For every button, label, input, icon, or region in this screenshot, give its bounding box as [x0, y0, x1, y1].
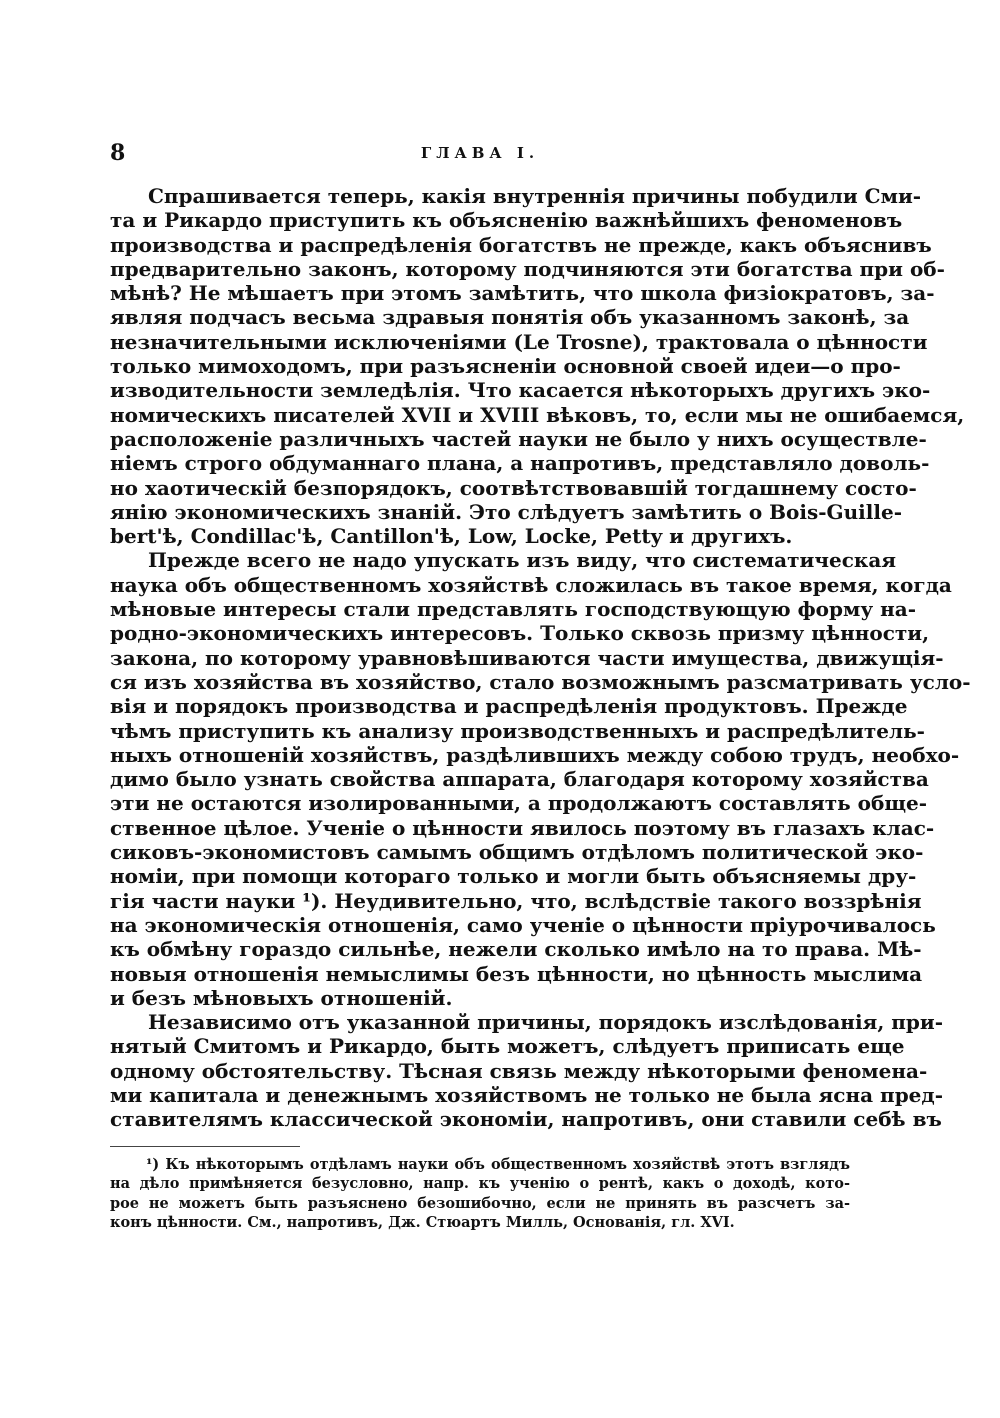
text-line: только мимоходомъ, при разъясненіи основной своей идеи—о про-	[110, 354, 901, 379]
text-line: мѣнѣ? Не мѣшаетъ при этомъ замѣтить, что школа физіократовъ, за-	[110, 281, 935, 306]
footnote-line: на дѣло примѣняется безусловно, напр. къ ученію о рентѣ, какъ о доходѣ, кото-	[110, 1175, 850, 1193]
text-line: незначительными исключеніями (Le Trosne), трактовала о цѣнности	[110, 329, 928, 354]
text-line: вія и порядокъ производства и распредѣленія продуктовъ. Прежде	[110, 694, 908, 719]
footnote-line: рое не можетъ быть разъяснено безошибочно, если не принять въ разсчетъ за-	[110, 1194, 850, 1212]
text-line: bert'ѣ, Condillac'ѣ, Cantillon'ѣ, Low, Locke, Petty и другихъ.	[110, 524, 793, 549]
text-line: номіи, при помощи котораго только и могли быть объясняемы дру-	[110, 864, 917, 889]
text-line: янію экономическихъ знаній. Это слѣдуетъ замѣтить о Bois-Guille-	[110, 499, 902, 524]
chapter-title: ГЛАВА I.	[420, 144, 540, 162]
text-line: ми капитала и денежнымъ хозяйствомъ не только не была ясна пред-	[110, 1082, 944, 1107]
text-line: эти не остаются изолированными, а продолжаютъ составлять обще-	[110, 791, 928, 816]
text-line: та и Рикардо приступить къ объясненію важнѣйшихъ феноменовъ	[110, 208, 903, 233]
text-line: номическихъ писателей XVII и XVIII вѣковъ, то, если мы не ошибаемся,	[110, 402, 965, 427]
text-line: Независимо отъ указанной причины, порядокъ изслѣдованія, при-	[148, 1010, 943, 1035]
footnote-divider	[110, 1146, 300, 1147]
text-line: на экономическія отношенія, само ученіе о цѣнности пріурочивалось	[110, 912, 936, 937]
text-line: мѣновые интересы стали представлять господствующую форму на-	[110, 597, 917, 622]
text-line: новыя отношенія немыслимы безъ цѣнности, но цѣнность мыслима	[110, 961, 923, 986]
footnote	[110, 1155, 850, 1233]
text-line: являя подчасъ весьма здравыя понятія объ указанномъ законѣ, за	[110, 305, 910, 330]
book-page	[110, 140, 971, 1233]
text-line: къ обмѣну гораздо сильнѣе, нежели сколько имѣло на то права. Мѣ-	[110, 937, 922, 962]
text-line: гія части науки ¹). Неудивительно, что, вслѣдствіе такого воззрѣнія	[110, 888, 922, 913]
text-line: ственное цѣлое. Ученіе о цѣнности явилось поэтому въ глазахъ клас-	[110, 815, 935, 840]
paragraph-2	[110, 548, 971, 1010]
text-line: предварительно законъ, которому подчиняются эти богатства при об-	[110, 256, 945, 281]
text-line: но хаотическій безпорядокъ, соотвѣтствовавшій тогдашнему состо-	[110, 475, 917, 500]
text-line: и безъ мѣновыхъ отношеній.	[110, 985, 453, 1010]
paragraph-1	[110, 184, 965, 549]
text-line: изводительности земледѣлія. Что касается нѣкоторыхъ другихъ эко-	[110, 378, 931, 403]
text-line: родно-экономическихъ интересовъ. Только сквозь призму цѣнности,	[110, 621, 930, 646]
page-number: 8	[110, 140, 126, 166]
body-text	[110, 184, 971, 1132]
text-line: нятый Смитомъ и Рикардо, быть можетъ, слѣдуетъ приписать еще	[110, 1034, 905, 1059]
text-line: расположеніе различныхъ частей науки не было у нихъ осуществле-	[110, 426, 927, 451]
text-line: ныхъ отношеній хозяйствъ, раздѣлившихъ между собою трудъ, необхо-	[110, 742, 960, 767]
text-line: закона, по которому уравновѣшиваются части имущества, движущія-	[110, 645, 944, 670]
text-line: ніемъ строго обдуманнаго плана, а напротивъ, представляло доволь-	[110, 451, 930, 476]
text-line: димо было узнать свойства аппарата, благодаря которому хозяйства	[110, 767, 929, 792]
text-line: наука объ общественномъ хозяйствѣ сложилась въ такое время, когда	[110, 572, 952, 597]
paragraph-3	[110, 1010, 944, 1132]
text-line: производства и распредѣленія богатствъ не прежде, какъ объяснивъ	[110, 232, 932, 257]
text-line: чѣмъ приступить къ анализу производственныхъ и распредѣлитель-	[110, 718, 925, 743]
footnote-line: конъ цѣнности. См., напротивъ, Дж. Стюартъ Милль, Основанія, гл. XVI.	[110, 1214, 735, 1232]
text-line: ся изъ хозяйства въ хозяйство, стало возможнымъ разсматривать усло-	[110, 669, 971, 694]
text-line: одному обстоятельству. Тѣсная связь между нѣкоторыми феномена-	[110, 1058, 928, 1083]
text-line: Спрашивается теперь, какія внутреннія причины побудили Сми-	[148, 184, 922, 208]
running-head	[110, 140, 850, 170]
footnote-line: ¹) Къ нѣкоторымъ отдѣламъ науки объ общественномъ хозяйствѣ этотъ взглядъ	[146, 1155, 850, 1173]
text-line: Прежде всего не надо упускать изъ виду, что систематическая	[148, 548, 897, 573]
text-line: ставителямъ классической экономіи, напротивъ, они ставили себѣ въ	[110, 1107, 942, 1132]
text-line: сиковъ-экономистовъ самымъ общимъ отдѣломъ политической эко-	[110, 840, 924, 865]
